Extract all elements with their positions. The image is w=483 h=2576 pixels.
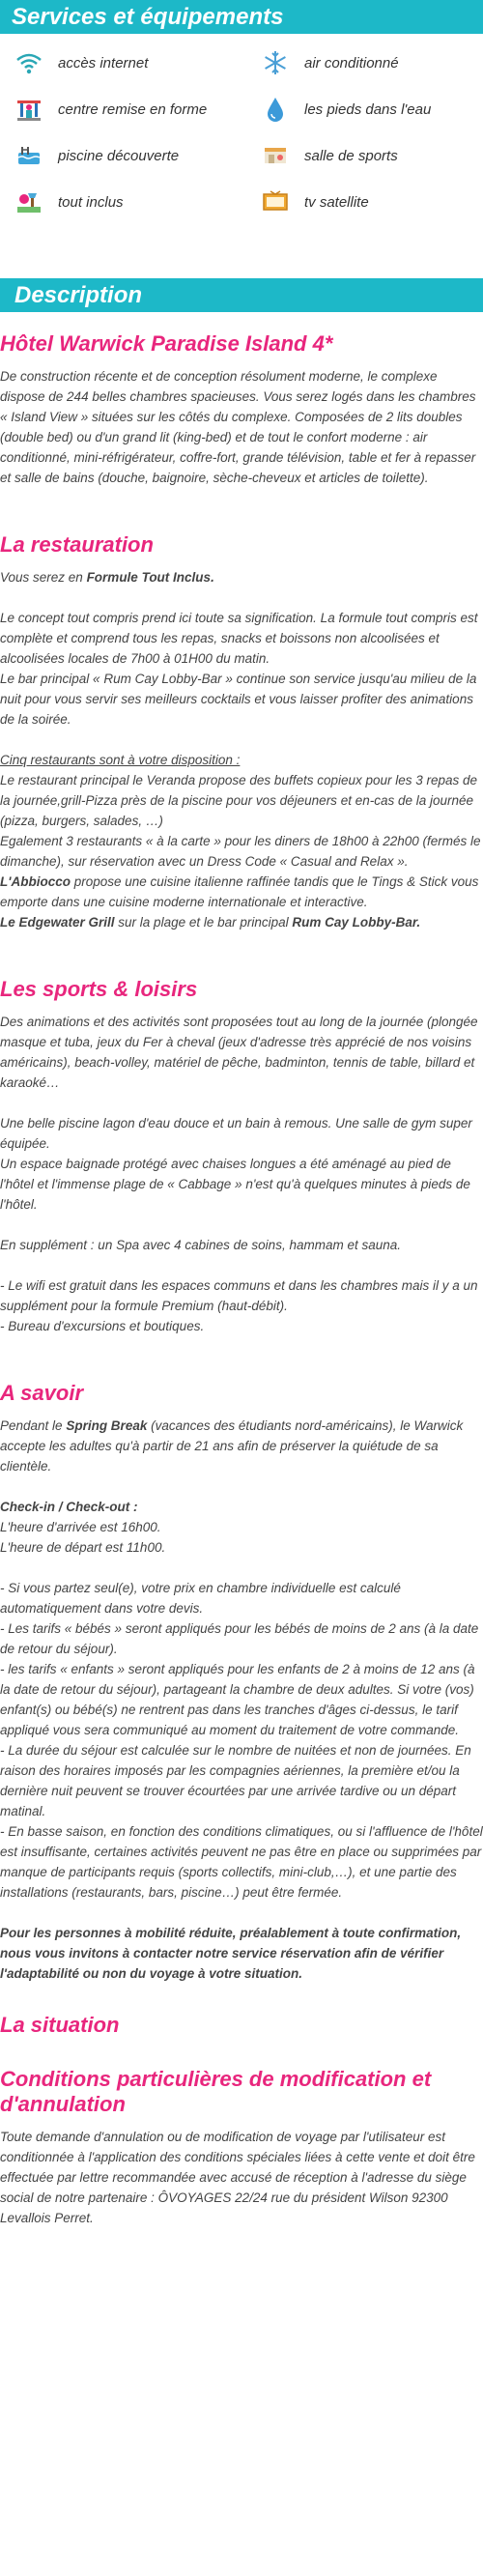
savoir-title: A savoir (0, 1381, 84, 1405)
tv-icon (260, 186, 291, 217)
service-label: les pieds dans l'eau (304, 100, 432, 118)
services-grid (0, 40, 483, 225)
checkin-time: L'heure d'arrivée est 16h00. (0, 1520, 161, 1534)
service-label: accès internet (58, 54, 149, 72)
restauration-p2: Le bar principal « Rum Cay Lobby-Bar » continue son service jusqu'au milieu de la nuit pour vous servir ses meilleurs cocktails et vous laisser profiter des animations de la soirée. (0, 672, 477, 727)
savoir-b4: - La durée du séjour est calculée sur le nombre de nuitées et non de journées. En raison des horaires imposés par les compagnies aériennes, la première et/ou la dernière nuit peuvent se trouver écourtées par une arrivée tardive ou un départ matinal. (0, 1743, 471, 1818)
savoir-b2: - Les tarifs « bébés » seront appliqués pour les bébés de moins de 2 ans (à la date de retour du séjour). (0, 1621, 479, 1656)
sports-p1: Des animations et des activités sont proposées tout au long de la journée (plongée masque et tuba, jeux du Fer à cheval (jeux d'adresse très apprécié de nos voisins américains), beach-volley, matériel de pêche, badminton, tennis de table, billard et karaoké… (0, 1015, 478, 1090)
wifi-icon (14, 47, 44, 78)
restauration-p4: Egalement 3 restaurants « à la carte » pour les diners de 18h00 à 22h00 (fermés le dimanche), sur réservation avec un Dress Code « Casual and Relax ». (0, 834, 481, 869)
sports-p3: Un espace baignade protégé avec chaises longues a été aménagé au pied de l'hôtel et l'immense plage de « Cabbage » n'est qu'à quelques minutes à pieds de l'hôtel. (0, 1157, 470, 1212)
restauration-p1: Le concept tout compris prend ici toute sa signification. La formule tout compris est complète et comprend tous les repas, snacks et boissons non alcoolisées et alcoolisées locales de 7h00 à 01H00 du matin. (0, 611, 478, 666)
edgewater-mid: sur la plage et le bar principal (114, 915, 293, 930)
checkin-heading (0, 1497, 483, 1517)
sports-p4: En supplément : un Spa avec 4 cabines de soins, hammam et sauna. (0, 1238, 401, 1252)
service-pool (14, 132, 250, 179)
water-drop-icon (260, 94, 291, 125)
sports-p5: - Le wifi est gratuit dans les espaces communs et dans les chambres mais il y a un supplément pour la formule Premium (haut-débit). (0, 1278, 478, 1313)
sports-title: Les sports & loisirs (0, 977, 198, 1001)
restauration-intro (0, 567, 483, 587)
restauration-p6 (0, 912, 483, 932)
service-all-inclusive (14, 179, 250, 225)
savoir-b1: - Si vous partez seul(e), votre prix en chambre individuelle est calculé automatiquement dans votre devis. (0, 1581, 401, 1616)
situation-title: La situation (0, 2013, 120, 2037)
savoir-p1-pre: Pendant le (0, 1418, 67, 1433)
conditions-text: Toute demande d'annulation ou de modification de voyage par l'utilisateur est conditionnée à l'application des conditions spéciales liées à cette vente et doit être effectuée par lettre recommandée avec accusé de réception à l'adresse du siège social de notre partenaire : ÔVOYAGES 22/24 rue du président Wilson 92300 Levallois Perret. (0, 2130, 475, 2225)
sports-p2: Une belle piscine lagon d'eau douce et un bain à remous. Une salle de gym super équipée. (0, 1116, 472, 1151)
abbiocco-bold: L'Abbiocco (0, 874, 71, 889)
service-label: air conditionné (304, 54, 399, 72)
savoir-p1-post: (vacances des étudiants nord-américains), le Warwick accepte les adultes qu'à partir de 21 ans afin de préserver la quiétude de sa clientèle. (0, 1418, 464, 1474)
service-label: tout inclus (58, 193, 124, 211)
conditions-title: Conditions particulières de modification et d'annulation (0, 2067, 432, 2116)
sports-hall-icon (260, 140, 291, 171)
spring-break-bold: Spring Break (66, 1418, 148, 1433)
pool-icon (14, 140, 44, 171)
services-banner: Services et équipements (0, 0, 483, 34)
service-label: salle de sports (304, 147, 398, 164)
checkin-title: Check-in / Check-out : (0, 1500, 138, 1514)
service-gym (260, 132, 483, 179)
all-inclusive-icon (14, 186, 44, 217)
pmr-note: Pour les personnes à mobilité réduite, préalablement à toute confirmation, nous vous invitons à contacter notre service réservation afin de vérifier l'adaptabilité ou non du voyage à votre situation. (0, 1926, 462, 1981)
restauration-p3: Le restaurant principal le Veranda propose des buffets copieux pour les 3 repas de la journée,grill-Pizza près de la piscine pour vos déjeuners et en-cas de la journée (pizza, burgers, salades, …) (0, 773, 478, 828)
rumcay-bold: Rum Cay Lobby-Bar. (292, 915, 421, 930)
description-content (0, 331, 483, 2228)
snowflake-icon (260, 47, 291, 78)
service-internet (14, 40, 250, 86)
hotel-text: De construction récente et de conception résolument moderne, le complexe dispose de 244 belles chambres spacieuses. Vous serez logés dans les chambres « Island View » situées sur les côtés du complexe. Composées de 2 lits doubles (double bed) ou d'un grand lit (king-bed) et de tout le confort moderne : air conditionné, mini-réfrigérateur, coffre-fort, grande télévision, table et fer à repasser et salle de bains (douche, baignoire, sèche-cheveux et articles de toilette). (0, 369, 476, 485)
service-aircon (260, 40, 483, 86)
restaurants-heading (0, 750, 483, 770)
hotel-title: Hôtel Warwick Paradise Island 4* (0, 331, 333, 356)
service-label: centre remise en forme (58, 100, 208, 118)
service-tv (260, 179, 483, 225)
fitness-icon (14, 94, 44, 125)
description-banner: Description (0, 278, 483, 312)
restauration-title: La restauration (0, 532, 154, 557)
edgewater-bold: Le Edgewater Grill (0, 915, 115, 930)
service-fitness (14, 86, 250, 132)
service-label: tv satellite (304, 193, 369, 211)
abbiocco-text: propose une cuisine italienne raffinée tandis que le Tings & Stick vous emporte dans une cuisine moderne internationale et interactive. (0, 874, 479, 909)
restaurants-underline: Cinq restaurants sont à votre disposition : (0, 753, 241, 767)
checkout-time: L'heure de départ est 11h00. (0, 1540, 166, 1555)
intro-bold: Formule Tout Inclus. (86, 570, 214, 585)
service-waterfront (260, 86, 483, 132)
savoir-b3: - les tarifs « enfants » seront appliqués pour les enfants de 2 à moins de 12 ans (à la date de retour du séjour), partageant la chambre de deux adultes. Si votre (vos) enfant(s) ou bébé(s) ne rentrent pas dans les tranches d'âges ci-dessus, le tarif appliqué vous sera communiqué au moment du traitement de votre commande. (0, 1662, 475, 1737)
savoir-p1 (0, 1416, 483, 1476)
service-label: piscine découverte (58, 147, 180, 164)
savoir-b5: - En basse saison, en fonction des conditions climatiques, ou si l'affluence de l'hôtel est insuffisante, certaines activités peuvent ne pas être en place ou supprimées par manque de participants requis (sports collectifs, mini-club,…), et une partie des installations (restaurants, bars, piscine…) peut être fermée. (0, 1824, 483, 1900)
sports-p6: - Bureau d'excursions et boutiques. (0, 1319, 205, 1333)
restauration-p5 (0, 872, 483, 912)
intro-prefix: Vous serez en (0, 570, 87, 585)
